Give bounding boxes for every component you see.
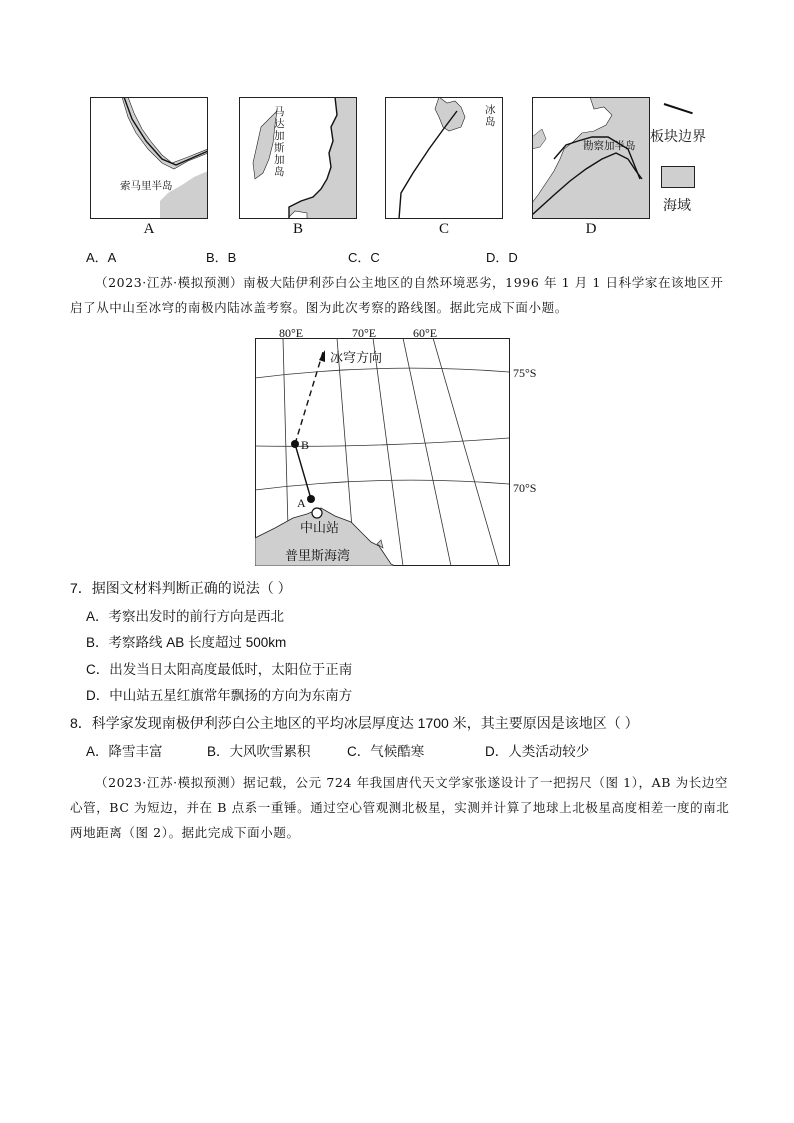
panel-d-letter: D — [585, 221, 597, 237]
q6-option-a[interactable]: A．A — [86, 250, 117, 265]
panel-d-label: 勘察加半岛 — [583, 140, 636, 152]
q8-option-b[interactable]: B．大风吹雪累积 — [207, 744, 311, 759]
q7-option-d[interactable]: D．中山站五星红旗常年飘扬的方向为东南方 — [86, 688, 353, 703]
q7-option-a[interactable]: A．考察出发时的前行方向是西北 — [86, 609, 285, 624]
point-a-label: A — [297, 496, 306, 510]
plate-boundary-legend-symbol — [664, 103, 693, 114]
q8-option-d[interactable]: D．人类活动较少 — [485, 744, 590, 759]
dome-direction-label: 冰穹方向 — [330, 350, 383, 365]
lon-label-60e: 60°E — [413, 326, 438, 340]
prydz-bay-label: 普里斯海湾 — [285, 548, 351, 563]
q6-option-d[interactable]: D．D — [486, 250, 518, 265]
panel-a-map — [90, 97, 208, 219]
lon-label-80e: 80°E — [279, 326, 304, 340]
sea-legend-symbol — [661, 166, 695, 188]
sea-legend-label: 海域 — [663, 198, 691, 214]
panel-d-map — [532, 97, 650, 219]
lat-label-75s: 75°S — [513, 366, 537, 380]
q8-stem: 8．科学家发现南极伊利莎白公主地区的平均冰层厚度达 1700 米，其主要原因是该地区（ ） — [70, 715, 639, 731]
q7-option-b[interactable]: B．考察路线 AB 长度超过 500km — [86, 635, 287, 650]
q7-option-c[interactable]: C．出发当日太阳高度最低时，太阳位于正南 — [86, 662, 353, 677]
antarctic-route-map — [255, 338, 510, 566]
intro-paragraph-antarctic: （2023·江苏·模拟预测）南极大陆伊利莎白公主地区的自然环境恶劣，1996 年 1 月 1 日科学家在该地区开启了从中山至冰穹的南极内陆冰盖考察。图为此次考察的路线图。据此完成下面小题。 — [70, 275, 724, 315]
lat-label-70s: 70°S — [513, 481, 537, 495]
q8-option-a[interactable]: A．降雪丰富 — [86, 744, 163, 759]
q6-option-c[interactable]: C．C — [348, 250, 380, 265]
q7-stem: 7．据图文材料判断正确的说法（ ） — [70, 580, 292, 596]
panel-b-label: 马达加斯加岛 — [274, 106, 285, 178]
panel-a-label: 索马里半岛 — [120, 180, 173, 192]
q8-option-c[interactable]: C．气候酷寒 — [347, 744, 425, 759]
panel-c-label: 冰岛 — [485, 104, 496, 128]
panel-c-letter: C — [438, 221, 449, 237]
zhongshan-station-label: 中山站 — [300, 520, 340, 535]
panel-b-map — [239, 97, 357, 219]
point-b-label: B — [301, 438, 310, 452]
panel-a-letter: A — [143, 221, 155, 237]
panel-b-letter: B — [292, 221, 303, 237]
lon-label-70e: 70°E — [352, 326, 377, 340]
plate-boundary-legend-label: 板块边界 — [650, 129, 706, 145]
q6-option-b[interactable]: B．B — [206, 250, 237, 265]
intro-paragraph-zhang-sui: （2023·江苏·模拟预测）据记载，公元 724 年我国唐代天文学家张遂设计了一把拐尺（图 1），AB 为长边空心管，BC 为短边，并在 B 点系一重锤。通过空心管观测北极星，实测并计算了地球上北极星高度相差一度的南北两地距离（图 2）。据此完成下面小题。 — [70, 775, 730, 840]
